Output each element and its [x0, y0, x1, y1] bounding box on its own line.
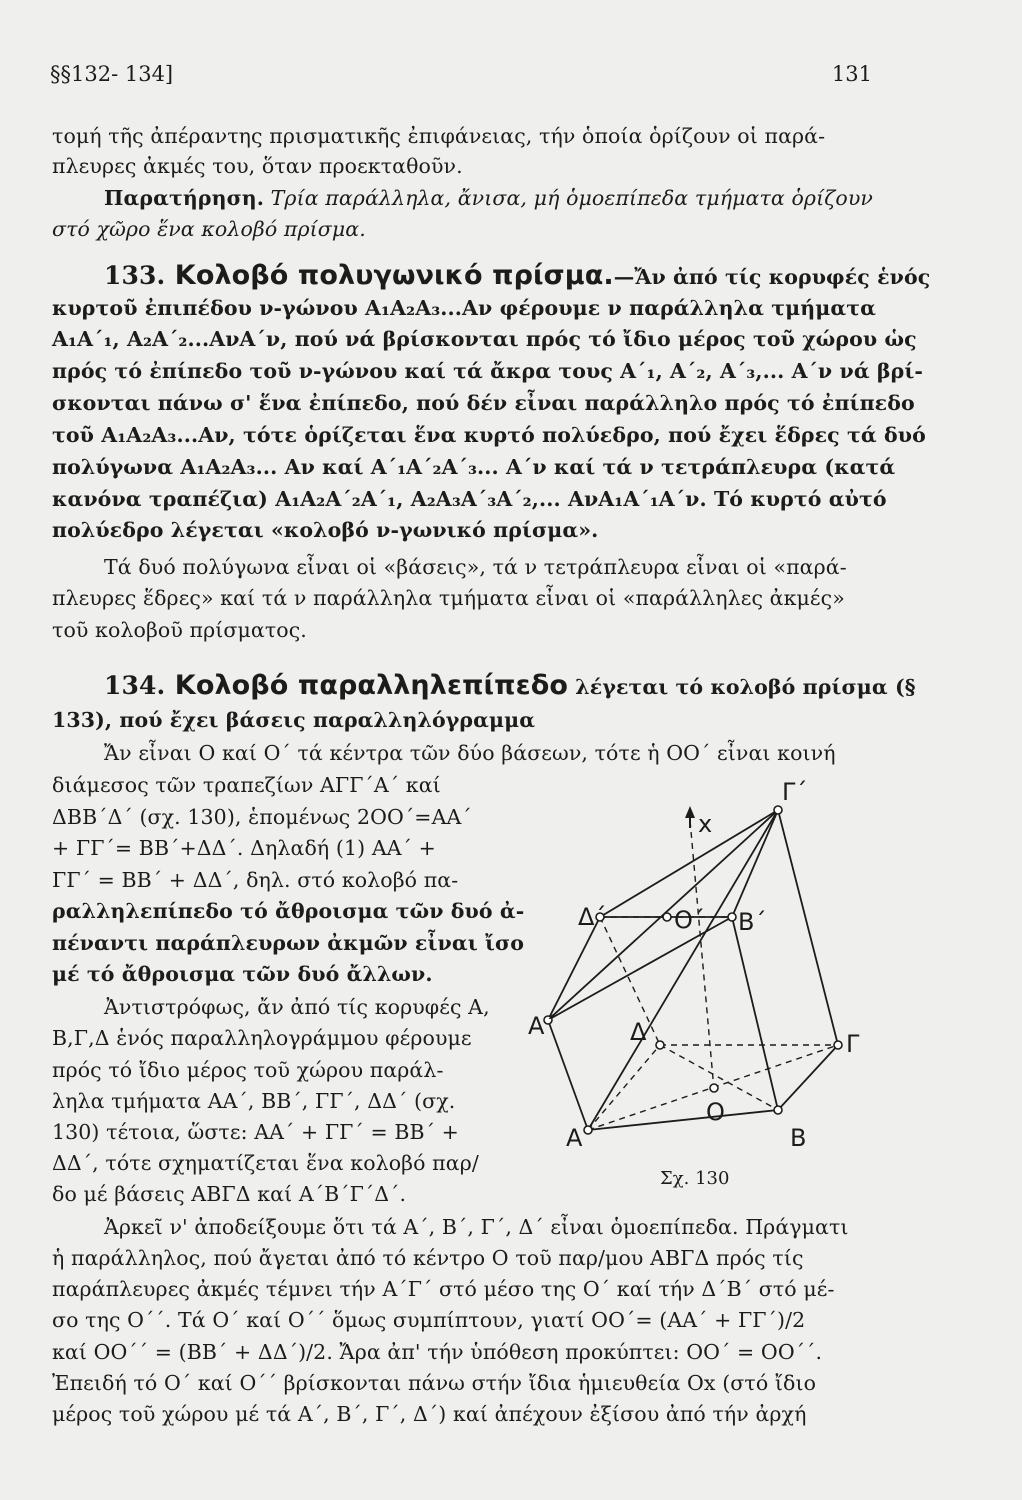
text-line: Ἄν εἶναι Ο καί Ο΄ τά κέντρα τῶν δύο βάσεων, τότε ἡ ΟΟ΄ εἶναι κοινή	[104, 741, 836, 765]
label-gamma: Γ	[846, 1030, 860, 1058]
point-b	[774, 1106, 782, 1114]
section-134-heading	[104, 670, 916, 701]
text-line: 130) τέτοια, ὥστε: ΑΑ΄ + ΓΓ΄ = ΒΒ΄ +	[52, 1120, 459, 1144]
figure-caption: Σχ. 130	[660, 1168, 730, 1189]
text-line: τοῦ κολοβοῦ πρίσματος.	[52, 618, 307, 642]
figure-130-truncated-parallelepiped	[528, 778, 900, 1200]
edge-bprime-gammaprime	[732, 810, 778, 917]
text-line: Ἀρκεῖ ν' ἀποδείξουμε ὅτι τά Α΄, Β΄, Γ΄, Δ΄ εἶναι ὁμοεπίπεδα. Πράγματι	[104, 1215, 849, 1239]
label-o-prime: Ο΄	[674, 906, 705, 934]
section-number: 134.	[104, 671, 166, 700]
remark-label: Παρατήρηση.	[104, 186, 265, 210]
section-text: —Ἄν ἀπό τίς κορυφές ἑνός	[613, 265, 931, 289]
text-line: Τά δυό πολύγωνα εἶναι οἱ «βάσεις», τά ν τετράπλευρα εἶναι οἱ «παρά-	[104, 555, 847, 579]
text-line: διάμεσος τῶν τραπεζίων ΑΓΓ΄Α΄ καί	[52, 773, 441, 797]
text-line: πλευρες ἀκμές του, ὅταν προεκταθοῦν.	[52, 154, 463, 178]
edge-gamma-gammaprime	[778, 810, 838, 1045]
label-b-prime: Β΄	[738, 908, 767, 936]
section-reference: §§132- 134]	[50, 62, 174, 86]
text-line: κανόνα τραπέζια) Α₁Α₂Α΄₂Α΄₁, Α₂Α₃Α΄₃Α΄₂,... ΑνΑ₁Α΄₁Α΄ν. Τό κυρτό αὐτό	[52, 487, 887, 511]
point-a	[584, 1126, 592, 1134]
text-line: Ἀντιστρόφως, ἄν ἀπό τίς κορυφές Α,	[104, 995, 490, 1019]
text-line: πλευρες ἕδρες» καί τά ν παράλληλα τμήματα εἶναι οἱ «παράλληλες ἀκμές»	[52, 586, 845, 610]
edge-bprime-b	[732, 917, 778, 1110]
section-title: Κολοβό πολυγωνικό πρίσμα.	[165, 260, 614, 291]
point-b-prime	[728, 913, 736, 921]
label-delta-prime: Δ΄	[578, 903, 607, 931]
remark-line: στό χῶρο ἕνα κολοβό πρίσμα.	[52, 217, 366, 241]
text-line: δο μέ βάσεις ΑΒΓΔ καί Α΄Β΄Γ΄Δ΄.	[52, 1182, 407, 1206]
text-line: ἡ παράλληλος, πού ἄγεται ἀπό τό κέντρο Ο τοῦ παρ/μου ΑΒΓΔ πρός τίς	[52, 1246, 804, 1270]
page-number: 131	[831, 62, 872, 86]
text-line: ληλα τμήματα ΑΑ΄, ΒΒ΄, ΓΓ΄, ΔΔ΄ (σχ.	[52, 1089, 456, 1113]
text-line: πέναντι παράπλευρων ἀκμῶν εἶναι ἴσο	[52, 931, 524, 955]
text-line: πρός τό ἐπίπεδο τοῦ ν-γώνου καί τά ἄκρα τους Α΄₁, Α΄₂, Α΄₃,... Α΄ν νά βρί-	[52, 359, 924, 383]
text-line: Ἐπειδή τό Ο΄ καί Ο΄΄ βρίσκονται πάνω στήν ἴδια ἡμιευθεία Οx (στό ἴδιο	[52, 1371, 817, 1395]
label-gamma-prime: Γ΄	[782, 778, 808, 806]
text-line: ΔΒΒ΄Δ΄ (σχ. 130), ἑπομένως 2ΟΟ΄=ΑΑ΄	[52, 805, 472, 829]
label-x: x	[698, 810, 713, 838]
text-line: ΓΓ΄ = ΒΒ΄ + ΔΔ΄, δηλ. στό κολοβό πα-	[52, 868, 459, 892]
section-133-heading	[104, 260, 930, 291]
text-line: ΔΔ΄, τότε σχηματίζεται ἕνα κολοβό παρ/	[52, 1151, 479, 1175]
text-line: πολύεδρο λέγεται «κολοβό ν-γωνικό πρίσμα».	[52, 518, 599, 542]
text-line: τομή τῆς ἀπέραντης πρισματικῆς ἐπιφάνειας, τήν ὁποία ὁρίζουν οἱ παρά-	[52, 124, 826, 148]
text-line: καί ΟΟ΄΄ = (ΒΒ΄ + ΔΔ΄)/2. Ἄρα ἀπ' τήν ὑπόθεση προκύπτει: ΟΟ΄ = ΟΟ΄΄.	[52, 1340, 823, 1364]
point-gamma-prime	[774, 806, 782, 814]
text-line: πρός τό ἴδιο μέρος τοῦ χώρου παράλ-	[52, 1058, 444, 1082]
text-line: σκονται πάνω σ' ἕνα ἐπίπεδο, πού δέν εἶναι παράλληλο πρός τό ἐπίπεδο	[52, 391, 915, 415]
text-line: πολύγωνα Α₁Α₂Α₃... Αν καί Α΄₁Α΄₂Α΄₃... Α΄ν καί τά ν τετράπλευρα (κατά	[52, 455, 896, 479]
remark-text: Τρία παράλληλα, ἄνισα, μή ὁμοεπίπεδα τμήματα ὁρίζουν	[264, 186, 873, 210]
text-line: μέ τό ἄθροισμα τῶν δυό ἄλλων.	[52, 962, 433, 986]
point-delta	[656, 1041, 664, 1049]
text-line: ραλληλεπίπεδο τό ἄθροισμα τῶν δυό ἀ-	[52, 899, 525, 923]
text-line: παράπλευρες ἀκμές τέμνει τήν Α΄Γ΄ στό μέσο της Ο΄ καί τήν Δ΄Β΄ στό μέ-	[52, 1277, 835, 1301]
text-line: μέρος τοῦ χώρου μέ τά Α΄, Β΄, Γ΄, Δ΄) καί ἀπέχουν ἐξίσου ἀπό τήν ἀρχή	[52, 1402, 807, 1426]
text-line: 133), πού ἔχει βάσεις παραλληλόγραμμα	[52, 708, 536, 732]
edge-a-b	[588, 1110, 778, 1130]
point-o-prime	[663, 913, 671, 921]
point-o	[710, 1084, 718, 1092]
arrow-head-x	[685, 806, 695, 818]
section-number: 133.	[104, 261, 166, 290]
section-text: λέγεται τό κολοβό πρίσμα (§	[568, 675, 916, 699]
remark-line	[104, 186, 873, 210]
text-line: τοῦ Α₁Α₂Α₃...Αν, τότε ὁρίζεται ἕνα κυρτό πολύεδρο, πού ἔχει ἕδρες τά δυό	[52, 423, 926, 447]
edge-a-gammaprime	[588, 810, 778, 1130]
text-line: + ΓΓ΄= ΒΒ΄+ΔΔ΄. Δηλαδή (1) ΑΑ΄ +	[52, 836, 436, 860]
point-gamma	[834, 1041, 842, 1049]
label-o: Ο	[706, 1098, 725, 1126]
text-line: Α₁Α΄₁, Α₂Α΄₂...ΑνΑ΄ν, πού νά βρίσκονται πρός τό ἴδιο μέρος τοῦ χώρου ὡς	[52, 327, 917, 351]
section-title: Κολοβό παραλληλεπίπεδο	[165, 670, 569, 701]
text-line: Β,Γ,Δ ἑνός παραλληλογράμμου φέρουμε	[52, 1026, 472, 1050]
text-line: σο της Ο΄΄. Τά Ο΄ καί Ο΄΄ ὅμως συμπίπτουν, γιατί ΟΟ΄= (ΑΑ΄ + ΓΓ΄)/2	[52, 1308, 806, 1332]
label-a: Α	[566, 1124, 583, 1152]
text-line: κυρτοῦ ἐπιπέδου ν-γώνου Α₁Α₂Α₃...Αν φέρουμε ν παράλληλα τμήματα	[52, 296, 876, 320]
label-delta: Δ	[630, 1018, 647, 1046]
label-b: Β	[790, 1124, 807, 1152]
label-a-prime: Α΄	[528, 1012, 557, 1040]
